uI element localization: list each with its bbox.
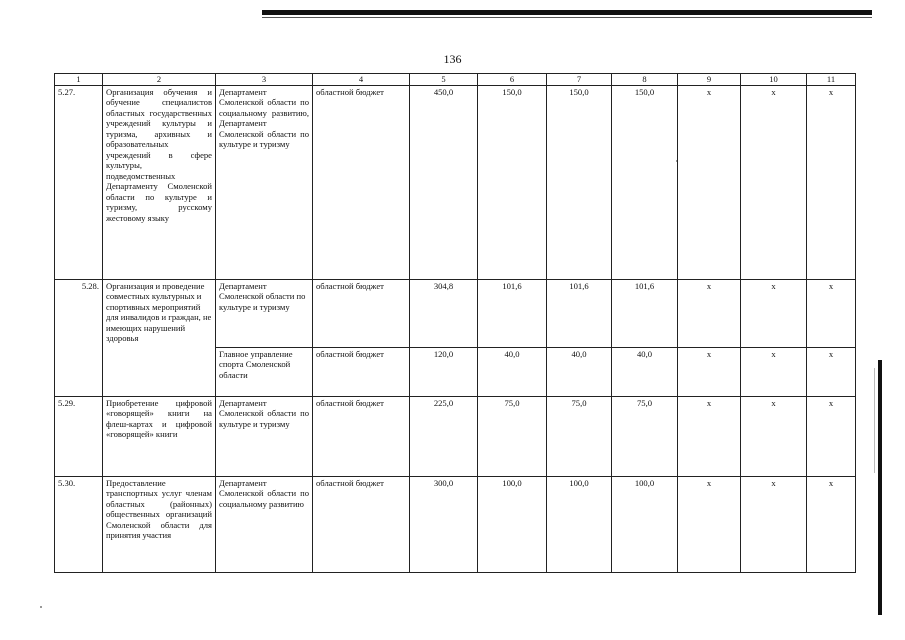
- measure-name: Предоставление транспортных услуг членам областных (районных) общественных организаций Смоленской области для принятия участия: [103, 477, 216, 573]
- col-header: 6: [478, 74, 547, 86]
- year2-value: 101,6: [547, 280, 612, 348]
- col-header: 5: [410, 74, 478, 86]
- measure-name: Организация обучения и обучение специалистов областных государственных учреждений культуры и туризма, архивных и образовательных учреждений в сфере культуры, подведомственных Департаменту Смоленской области по культуре и туризму, русскому жестовому языку: [103, 86, 216, 280]
- total-value: 225,0: [410, 397, 478, 477]
- header-rule: [262, 10, 872, 15]
- col9-value: х: [678, 86, 741, 280]
- col9-value: х: [678, 397, 741, 477]
- row-number: 5.30.: [55, 477, 103, 573]
- total-value: 450,0: [410, 86, 478, 280]
- col10-value: х: [741, 397, 807, 477]
- year1-value: 75,0: [478, 397, 547, 477]
- col11-value: х: [807, 348, 856, 397]
- scan-speck: [40, 606, 42, 608]
- col9-value: х: [678, 280, 741, 348]
- table-row: [55, 86, 856, 280]
- col11-value: х: [807, 477, 856, 573]
- col9-value: х: [678, 477, 741, 573]
- col-header: 10: [741, 74, 807, 86]
- executor: Главное управление спорта Смоленской области: [216, 348, 313, 397]
- executor: Департамент Смоленской области по культуре и туризму: [216, 397, 313, 477]
- funding-source: областной бюджет: [313, 397, 410, 477]
- executor: Департамент Смоленской области по культуре и туризму: [216, 280, 313, 348]
- program-table: [54, 73, 856, 573]
- year3-value: 150,0: [612, 86, 678, 280]
- col-header: 4: [313, 74, 410, 86]
- scan-edge-line: [874, 368, 875, 473]
- table-row: [55, 477, 856, 573]
- col-header: 7: [547, 74, 612, 86]
- scan-edge-bar: [878, 360, 882, 615]
- row-number: 5.28.: [55, 280, 103, 397]
- row-number: 5.29.: [55, 397, 103, 477]
- col10-value: х: [741, 280, 807, 348]
- total-value: 304,8: [410, 280, 478, 348]
- funding-source: областной бюджет: [313, 280, 410, 348]
- col-header: 9: [678, 74, 741, 86]
- year3-value: 101,6: [612, 280, 678, 348]
- executor: Департамент Смоленской области по социальному развитию, Департамент Смоленской области по культуре и туризму: [216, 86, 313, 280]
- col-header: 1: [55, 74, 103, 86]
- year2-value: 40,0: [547, 348, 612, 397]
- year1-value: 101,6: [478, 280, 547, 348]
- header-row: [55, 74, 856, 86]
- year3-value: 75,0: [612, 397, 678, 477]
- year1-value: 150,0: [478, 86, 547, 280]
- total-value: 300,0: [410, 477, 478, 573]
- col11-value: х: [807, 397, 856, 477]
- measure-name: Приобретение цифровой «говорящей» книги на флеш-картах и цифровой «говорящей» книги: [103, 397, 216, 477]
- funding-source: областной бюджет: [313, 477, 410, 573]
- col10-value: х: [741, 477, 807, 573]
- measure-name: Организация и проведение совместных культурных и спортивных мероприятий для инвалидов и граждан, не имеющих нарушений здоровья: [103, 280, 216, 397]
- year3-value: 40,0: [612, 348, 678, 397]
- funding-source: областной бюджет: [313, 348, 410, 397]
- col11-value: х: [807, 86, 856, 280]
- total-value: 120,0: [410, 348, 478, 397]
- col9-value: х: [678, 348, 741, 397]
- col-header: 3: [216, 74, 313, 86]
- col10-value: х: [741, 86, 807, 280]
- year1-value: 100,0: [478, 477, 547, 573]
- year1-value: 40,0: [478, 348, 547, 397]
- row-number: 5.27.: [55, 86, 103, 280]
- year3-value: 100,0: [612, 477, 678, 573]
- col-header: 11: [807, 74, 856, 86]
- col11-value: х: [807, 280, 856, 348]
- year2-value: 100,0: [547, 477, 612, 573]
- executor: Департамент Смоленской области по социальному развитию: [216, 477, 313, 573]
- col10-value: х: [741, 348, 807, 397]
- year2-value: 75,0: [547, 397, 612, 477]
- col-header: 8: [612, 74, 678, 86]
- table-row: [55, 280, 856, 348]
- table-row: [55, 397, 856, 477]
- year2-value: 150,0: [547, 86, 612, 280]
- funding-source: областной бюджет: [313, 86, 410, 280]
- header-rule-thin: [262, 17, 872, 18]
- col-header: 2: [103, 74, 216, 86]
- page-number: 136: [443, 52, 462, 66]
